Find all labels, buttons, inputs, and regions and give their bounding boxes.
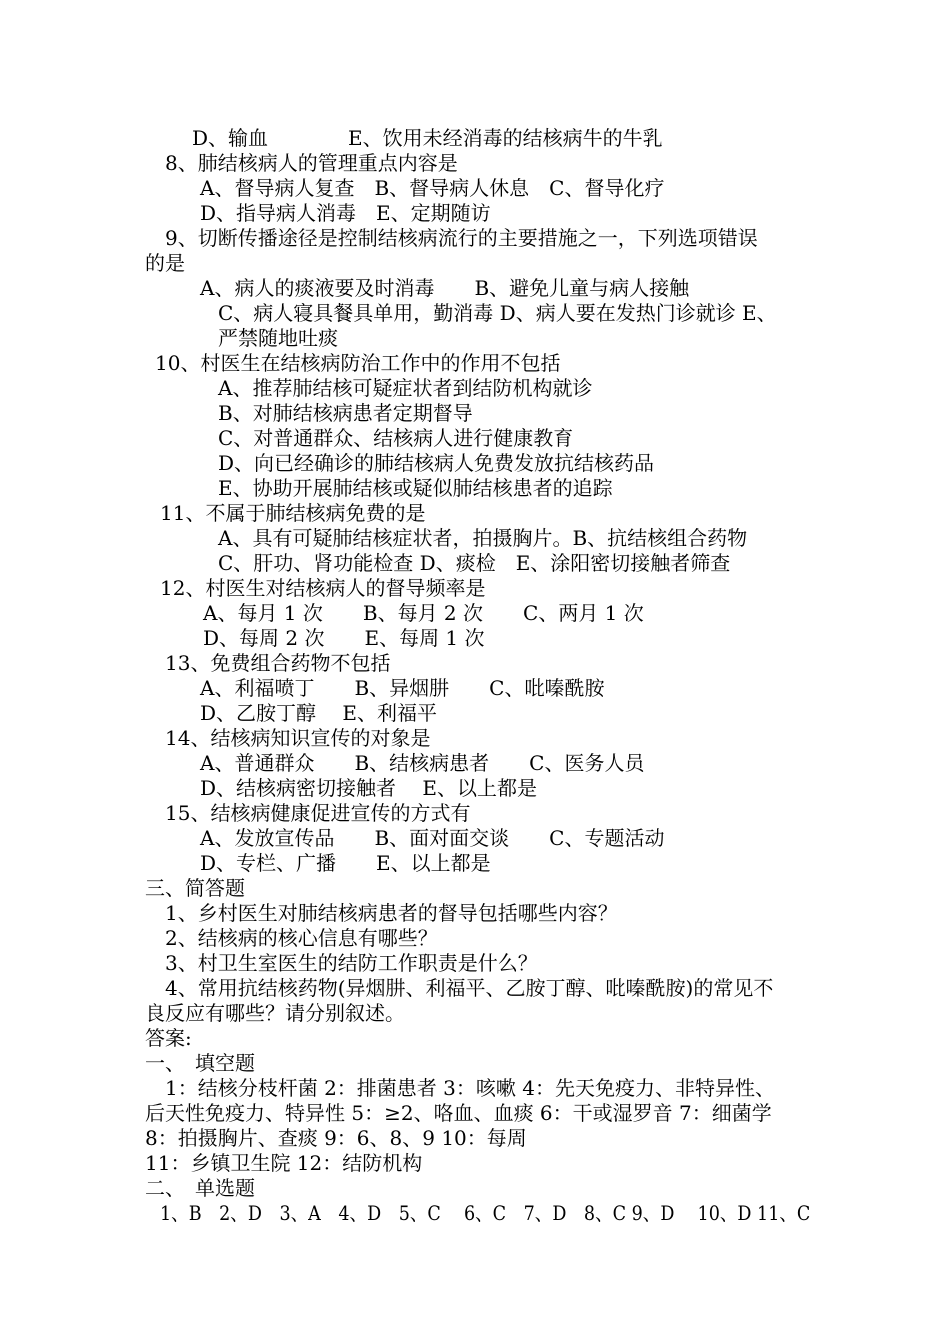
text-line: D、输血 E、饮用未经消毒的结核病牛的牛乳 [192, 126, 663, 150]
options-line: C、肝功、肾功能检查 D、痰检 E、涂阳密切接触者筛查 [218, 551, 731, 575]
section-heading: 二、 单选题 [145, 1176, 255, 1200]
text-line: 良反应有哪些？请分别叙述。 [145, 1001, 405, 1025]
options-line: A、具有可疑肺结核症状者，拍摄胸片。B、抗结核组合药物 [218, 526, 748, 550]
options-line: 严禁随地吐痰 [218, 326, 338, 350]
option-e: E、协助开展肺结核或疑似肺结核患者的追踪 [218, 476, 613, 500]
question-10: 10、村医生在结核病防治工作中的作用不包括 [155, 351, 561, 375]
options-line: A、发放宣传品 B、面对面交谈 C、专题活动 [200, 826, 665, 850]
option-a: A、推荐肺结核可疑症状者到结防机构就诊 [218, 376, 593, 400]
question-13: 13、免费组合药物不包括 [165, 651, 391, 675]
options-line: D、结核病密切接触者 E、以上都是 [200, 776, 537, 800]
options-line: D、乙胺丁醇 E、利福平 [200, 701, 437, 725]
options-line: A、每月 1 次 B、每月 2 次 C、两月 1 次 [203, 601, 644, 625]
section-heading: 三、简答题 [145, 876, 245, 900]
options-line: D、专栏、广播 E、以上都是 [200, 851, 491, 875]
question-15: 15、结核病健康促进宣传的方式有 [165, 801, 471, 825]
answers-heading: 答案: [145, 1026, 192, 1050]
options-line: A、普通群众 B、结核病患者 C、医务人员 [200, 751, 645, 775]
answer-line: 8：拍摄胸片、查痰 9：6、8、9 10：每周 [145, 1126, 527, 1150]
options-line: D、每周 2 次 E、每周 1 次 [203, 626, 485, 650]
question-8: 8、肺结核病人的管理重点内容是 [165, 151, 458, 175]
options-line: A、督导病人复查 B、督导病人休息 C、督导化疗 [200, 176, 665, 200]
option-c: C、对普通群众、结核病人进行健康教育 [218, 426, 574, 450]
question-11: 11、不属于肺结核病免费的是 [160, 501, 426, 525]
question-9: 9、切断传播途径是控制结核病流行的主要措施之一，下列选项错误 [165, 226, 758, 250]
answer-line: 11：乡镇卫生院 12：结防机构 [145, 1151, 423, 1175]
text-line: 的是 [145, 251, 185, 275]
question-14: 14、结核病知识宣传的对象是 [165, 726, 431, 750]
section-heading: 一、 填空题 [145, 1051, 255, 1075]
options-line: A、利福喷丁 B、异烟肼 C、吡嗪酰胺 [200, 676, 605, 700]
answer-line: 后天性免疫力、特异性 5：≥2、咯血、血痰 6：干或湿罗音 7：细菌学 [145, 1101, 772, 1125]
options-line: A、病人的痰液要及时消毒 B、避免儿童与病人接触 [200, 276, 690, 300]
short-question-3: 3、村卫生室医生的结防工作职责是什么？ [165, 951, 538, 975]
short-question-4: 4、常用抗结核药物(异烟肼、利福平、乙胺丁醇、吡嗪酰胺)的常见不 [165, 976, 774, 1000]
short-question-1: 1、乡村医生对肺结核病患者的督导包括哪些内容？ [165, 901, 618, 925]
options-line: C、病人寝具餐具单用，勤消毒 D、病人要在发热门诊就诊 E、 [218, 301, 777, 325]
question-12: 12、村医生对结核病人的督导频率是 [160, 576, 486, 600]
answer-line: 1：结核分枝杆菌 2：排菌患者 3：咳嗽 4：先天免疫力、非特异性、 [165, 1076, 775, 1100]
short-question-2: 2、结核病的核心信息有哪些？ [165, 926, 438, 950]
options-line: D、指导病人消毒 E、定期随访 [200, 201, 491, 225]
option-d: D、向已经确诊的肺结核病人免费发放抗结核药品 [218, 451, 655, 475]
option-b: B、对肺结核病患者定期督导 [218, 401, 473, 425]
answer-line: 1、B 2、D 3、A 4、D 5、C 6、C 7、D 8、C 9、D 10、D 11、C [160, 1201, 811, 1225]
